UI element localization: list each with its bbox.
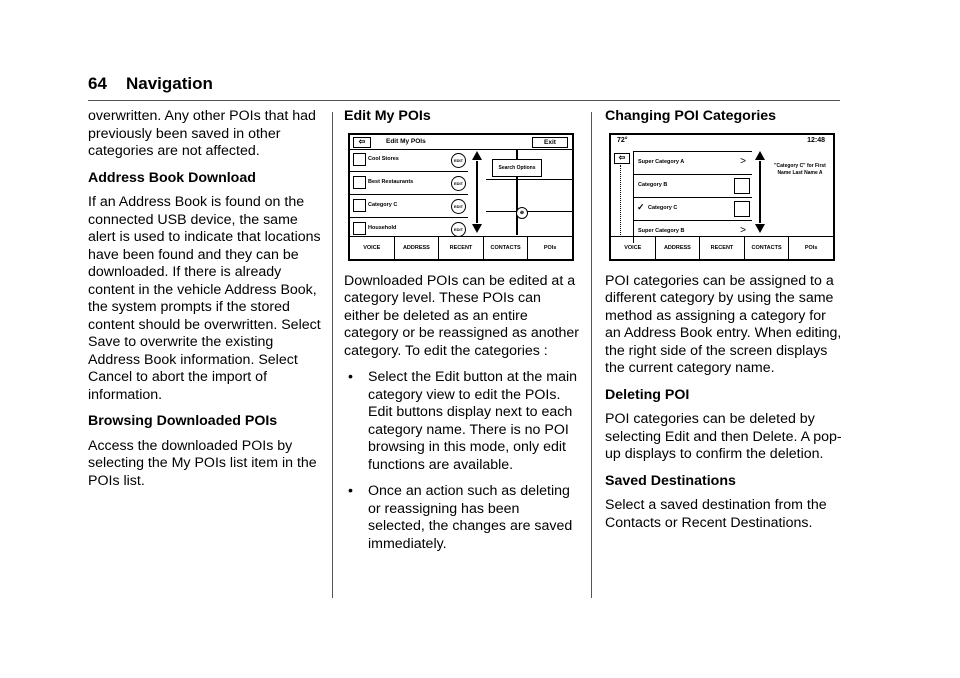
tab-pois: POIs xyxy=(543,244,557,251)
column-divider-2 xyxy=(591,112,592,598)
map-road xyxy=(486,211,572,212)
heading-browsing-downloaded-pois: Browsing Downloaded POIs xyxy=(88,413,278,429)
back-arrow-icon: ⇦ xyxy=(353,137,371,148)
scroll-up-arrow-icon xyxy=(755,151,765,160)
list-item xyxy=(350,195,468,218)
scroll-down-arrow-icon xyxy=(755,224,765,233)
list-item xyxy=(350,172,468,195)
tab-recent: RECENT xyxy=(700,237,745,259)
scroll-up-arrow-icon xyxy=(472,151,482,160)
list-item-label: Cool Stores xyxy=(368,155,399,162)
tab-contacts: CONTACTS xyxy=(484,237,529,259)
bullet-marker: • xyxy=(348,483,353,499)
tab-pois: POIs xyxy=(804,244,818,251)
category-list xyxy=(350,149,468,240)
page-header xyxy=(88,70,840,101)
paragraph: If an Address Book is found on the connected USB device, the same alert is used to indicate that locations have been found and they can be downloaded. If there is already content in the vehicle Address Book, the system prompts if the stored content should be overwritten. Select Save to overwrite the existing Address Book information. Select Cancel to abort the import of information. xyxy=(88,194,321,403)
tab-voice: VOICE xyxy=(350,237,395,259)
list-item-label: Category C xyxy=(368,201,398,208)
tab-contacts: CONTACTS xyxy=(745,237,790,259)
bullet-text: Once an action such as deleting or reassigning has been selected, the changes are saved immediately. xyxy=(368,483,573,552)
checkmark-icon: ✓ xyxy=(637,201,645,212)
clock-readout: 12:48 xyxy=(807,136,825,144)
heading-edit-my-pois: Edit My POIs xyxy=(344,108,431,124)
column-3 xyxy=(605,108,845,541)
chevron-right-icon: > xyxy=(740,155,746,167)
list-item xyxy=(634,198,752,221)
screen-title: Edit My POIs xyxy=(386,137,426,145)
paragraph: POI categories can be deleted by selecting Edit and then Delete. A pop-up displays to confirm the deletion. xyxy=(605,411,842,462)
bullet-text: Select the Edit button at the main category view to edit the POIs. Edit buttons display next to each category name. There is no POI browsing in this mode, only edit functions are available. xyxy=(368,369,578,473)
tab-address: ADDRESS xyxy=(395,237,440,259)
edit-button: EDIT xyxy=(451,153,466,168)
tab-voice: VOICE xyxy=(611,237,656,259)
paragraph: Downloaded POIs can be edited at a category level. These POIs can either be deleted as an entire category or be reassigned as another category. To edit the categories : xyxy=(344,272,580,359)
exit-button: Exit xyxy=(532,137,568,148)
map-road xyxy=(486,179,572,180)
paragraph: Select a saved destination from the Contacts or Recent Destinations. xyxy=(605,497,827,531)
heading-address-book-download: Address Book Download xyxy=(88,169,256,186)
alphabet-index-strip xyxy=(620,165,624,237)
paragraph: Access the downloaded POIs by selecting the My POIs list item in the POIs list. xyxy=(88,437,317,489)
edit-my-pois-screen-illustration xyxy=(348,133,574,261)
list-item-label: Household xyxy=(368,224,397,231)
list-item xyxy=(634,175,752,198)
vehicle-position-icon: ⊕ xyxy=(516,207,528,219)
scrollbar xyxy=(472,151,482,233)
checkbox-icon xyxy=(353,176,366,189)
checkbox-icon xyxy=(353,199,366,212)
checkbox-icon xyxy=(734,178,750,194)
list-item-label: Super Category B xyxy=(638,227,685,234)
list-item-label: Super Category A xyxy=(638,158,685,165)
checkbox-icon xyxy=(353,222,366,235)
column-2 xyxy=(344,108,580,562)
edit-button: EDIT xyxy=(451,199,466,214)
search-options-button: Search Options xyxy=(492,159,542,177)
bullet-item xyxy=(344,483,580,553)
tab-address: ADDRESS xyxy=(656,237,701,259)
paragraph: POI categories can be assigned to a different category by using the same method as assigning a category for an Address Book entry. When editing, the right side of the screen displays the current category name. xyxy=(605,272,842,376)
section-title: Navigation xyxy=(126,74,213,93)
temperature-readout: 72° xyxy=(617,136,628,144)
paragraph: overwritten. Any other POIs that had previously been saved in other categories are not affected. xyxy=(88,108,316,159)
bottom-tab-bar xyxy=(611,236,833,259)
checkbox-icon xyxy=(353,153,366,166)
scrollbar xyxy=(755,151,765,233)
back-arrow-icon: ⇦ xyxy=(614,153,630,164)
category-list xyxy=(633,151,752,243)
scroll-down-arrow-icon xyxy=(472,224,482,233)
list-item xyxy=(634,152,752,175)
screen-top-bar xyxy=(350,135,572,150)
bottom-tab-bar xyxy=(350,236,572,259)
poi-categories-screen-illustration xyxy=(609,133,835,261)
chevron-right-icon: > xyxy=(740,224,746,236)
heading-saved-destinations: Saved Destinations xyxy=(605,472,736,489)
current-category-note: "Category C" for First Name Last Name A xyxy=(774,162,826,176)
page-number: 64 xyxy=(88,74,107,93)
checkbox-icon xyxy=(734,201,750,217)
list-item xyxy=(350,149,468,172)
tab-recent: RECENT xyxy=(439,237,484,259)
heading-deleting-poi: Deleting POI xyxy=(605,386,690,403)
scroll-track xyxy=(759,161,761,223)
bullet-item xyxy=(344,369,580,474)
list-item-label: Category B xyxy=(638,181,668,188)
edit-button: EDIT xyxy=(451,176,466,191)
bullet-marker: • xyxy=(348,369,353,385)
heading-changing-poi-categories: Changing POI Categories xyxy=(605,108,777,124)
list-item-label: Best Restaurants xyxy=(368,178,414,185)
list-item-label: Category C xyxy=(648,204,678,211)
column-divider-1 xyxy=(332,112,333,598)
column-1 xyxy=(88,108,328,499)
scroll-track xyxy=(476,161,478,223)
edit-button: EDIT xyxy=(451,222,466,237)
